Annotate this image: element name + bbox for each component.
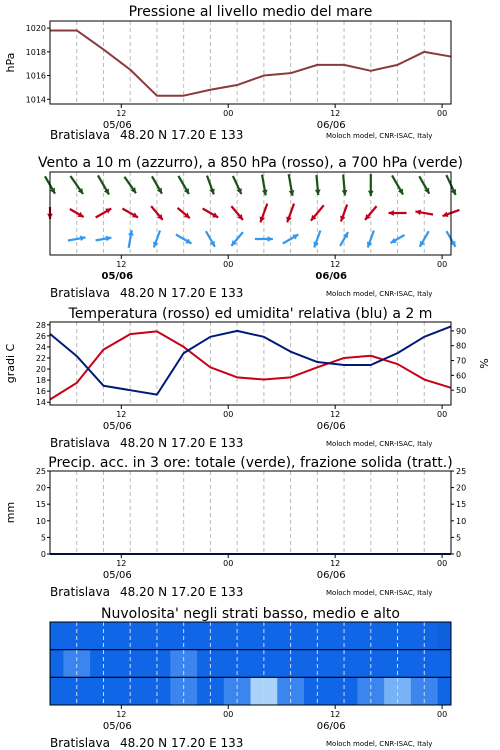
- chart-title: Temperatura (rosso) ed umidita' relativa (blu) a 2 m: [68, 306, 433, 322]
- pressure-frame: [50, 21, 451, 104]
- y-right-tick-label: 5: [456, 533, 462, 543]
- pressure-panel: [4, 4, 451, 142]
- y-tick-label: 1018: [25, 47, 46, 57]
- y-right-tick-label: 10: [456, 516, 467, 526]
- hour-tick-label: 00: [437, 710, 448, 719]
- model-credit: Moloch model, CNR-ISAC, Italy: [326, 440, 433, 448]
- y-right-tick-label: 15: [456, 500, 467, 510]
- station-coords: 48.20 N 17.20 E 133: [120, 585, 244, 599]
- wind-arrow-head: [342, 190, 348, 195]
- station-name: Bratislava: [50, 585, 110, 599]
- cloud-cell: [50, 622, 64, 650]
- y-tick-label: 5: [40, 533, 46, 543]
- y-tick-label: 24: [35, 342, 46, 352]
- hour-tick-label: 12: [116, 260, 127, 269]
- y-right-axis-label: %: [478, 358, 491, 369]
- date-tick-label: 06/06: [316, 721, 346, 732]
- temperature-panel: [4, 306, 491, 450]
- cloud-cell: [50, 650, 64, 678]
- y-right-tick-label: 0: [456, 550, 462, 559]
- y-axis-label: mm: [4, 501, 17, 524]
- hour-tick-label: 12: [330, 410, 341, 419]
- model-credit: Moloch model, CNR-ISAC, Italy: [326, 290, 433, 298]
- pressure-line: [50, 30, 451, 95]
- y-right-tick-label: 80: [456, 341, 467, 351]
- cloud-cell: [438, 622, 452, 650]
- cloud-cell: [50, 677, 64, 705]
- hour-tick-label: 12: [116, 410, 127, 419]
- wind-arrow-head: [315, 189, 321, 194]
- model-credit: Moloch model, CNR-ISAC, Italy: [326, 132, 433, 140]
- y-tick-label: 1020: [25, 24, 46, 34]
- hour-tick-label: 00: [437, 559, 448, 568]
- hour-tick-label: 12: [330, 260, 341, 269]
- cloud-cell: [438, 677, 452, 705]
- hour-tick-label: 00: [223, 109, 234, 118]
- y-tick-label: 20: [35, 483, 46, 493]
- hour-tick-label: 12: [330, 710, 341, 719]
- wind-panel: [38, 155, 463, 300]
- date-tick-label: 06/06: [315, 271, 347, 282]
- hour-tick-label: 00: [223, 710, 234, 719]
- hour-tick-label: 12: [330, 559, 341, 568]
- y-tick-label: 1014: [25, 95, 46, 105]
- date-tick-label: 06/06: [316, 421, 346, 432]
- cloud-cell: [438, 650, 452, 678]
- date-tick-label: 05/06: [102, 721, 132, 732]
- y-tick-label: 16: [35, 387, 46, 397]
- y-tick-label: 22: [35, 353, 46, 363]
- y-tick-label: 14: [35, 398, 46, 408]
- hour-tick-label: 12: [330, 109, 341, 118]
- hour-tick-label: 00: [223, 559, 234, 568]
- model-credit: Moloch model, CNR-ISAC, Italy: [326, 740, 433, 748]
- y-right-tick-label: 60: [456, 371, 467, 381]
- chart-title: Precip. acc. in 3 ore: totale (verde), frazione solida (tratt.): [48, 455, 453, 471]
- precipitation-frame: [50, 471, 451, 554]
- y-axis-label: gradi C: [4, 343, 17, 384]
- y-tick-label: 15: [35, 500, 46, 510]
- hour-tick-label: 00: [437, 109, 448, 118]
- station-name: Bratislava: [50, 436, 110, 450]
- hour-tick-label: 00: [223, 260, 234, 269]
- humidity-line: [50, 326, 451, 394]
- station-coords: 48.20 N 17.20 E 133: [120, 286, 244, 300]
- y-tick-label: 18: [35, 376, 46, 386]
- y-tick-label: 26: [35, 331, 46, 341]
- chart-title: Vento a 10 m (azzurro), a 850 hPa (rosso), a 700 hPa (verde): [37, 155, 464, 171]
- date-tick-label: 05/06: [102, 570, 132, 581]
- date-tick-label: 05/06: [101, 271, 134, 282]
- station-name: Bratislava: [50, 736, 110, 750]
- wind-arrow-head: [368, 191, 374, 196]
- chart-title: Pressione al livello medio del mare: [128, 4, 373, 20]
- hour-tick-label: 00: [223, 410, 234, 419]
- hour-tick-label: 12: [116, 109, 127, 118]
- hour-tick-label: 00: [437, 410, 448, 419]
- y-tick-label: 1016: [25, 71, 46, 81]
- hour-tick-label: 12: [116, 710, 127, 719]
- date-tick-label: 05/06: [102, 120, 132, 131]
- y-tick-label: 10: [35, 516, 46, 526]
- date-tick-label: 05/06: [102, 421, 132, 432]
- y-tick-label: 20: [35, 365, 46, 375]
- date-tick-label: 06/06: [316, 120, 346, 131]
- wind-arrow-head: [389, 210, 394, 216]
- station-coords: 48.20 N 17.20 E 133: [120, 736, 244, 750]
- precipitation-panel: [4, 455, 466, 599]
- y-tick-label: 25: [35, 467, 46, 476]
- y-tick-label: 28: [35, 320, 46, 330]
- y-tick-label: 0: [40, 550, 46, 559]
- station-name: Bratislava: [50, 286, 110, 300]
- date-tick-label: 06/06: [316, 570, 346, 581]
- chart-title: Nuvolosita' negli strati basso, medio e alto: [101, 606, 400, 622]
- y-right-tick-label: 90: [456, 326, 467, 336]
- station-coords: 48.20 N 17.20 E 133: [120, 128, 244, 142]
- station-name: Bratislava: [50, 128, 110, 142]
- station-coords: 48.20 N 17.20 E 133: [120, 436, 244, 450]
- hour-tick-label: 00: [437, 260, 448, 269]
- y-right-tick-label: 50: [456, 386, 467, 396]
- y-right-tick-label: 20: [456, 483, 467, 493]
- y-axis-label: hPa: [4, 52, 17, 73]
- wind-arrow-head: [268, 236, 273, 242]
- model-credit: Moloch model, CNR-ISAC, Italy: [326, 589, 433, 597]
- temperature-line: [50, 331, 451, 399]
- y-right-tick-label: 25: [456, 467, 467, 476]
- cloud-panel: [50, 606, 452, 750]
- y-right-tick-label: 70: [456, 356, 467, 366]
- hour-tick-label: 12: [116, 559, 127, 568]
